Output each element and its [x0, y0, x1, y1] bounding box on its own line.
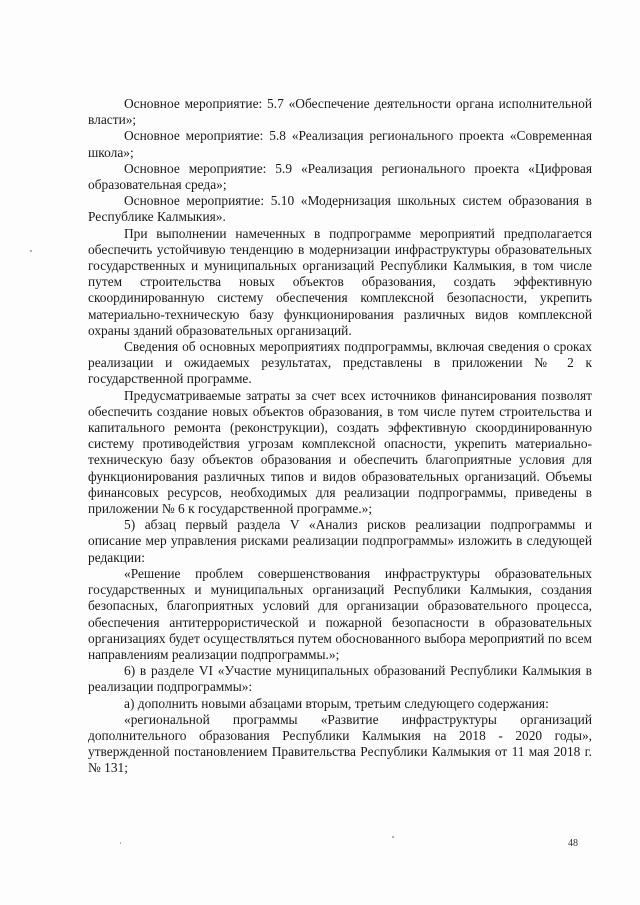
paragraph-event-5-9: Основное мероприятие: 5.9 «Реализация регионального проекта «Цифровая образовательная среда»; — [88, 160, 592, 193]
paragraph-item-5: 5) абзац первый раздела V «Анализ рисков реализации подпрограммы и описание мер управления рисками реализации подпрограммы» изложить в следующей редакции: — [88, 517, 592, 565]
scan-speck — [120, 842, 121, 844]
paragraph-event-5-10: Основное мероприятие: 5.10 «Модернизация школьных систем образования в Республике Калмыкия». — [88, 193, 592, 225]
paragraph-quoted-solution: «Решение проблем совершенствования инфраструктуры образовательных государственных и муниципальных организаций Республики Калмыкия, создания безопасных, благоприятных условий для организации образовательного процесса, обеспечения антитеррористической и пожарной безопасности в образовательных организациях будет осуществляться путем обоснованного выбора мероприятий по всем направлениям реализации подпрограммы.»; — [88, 565, 592, 662]
paragraph-event-5-7: Основное мероприятие: 5.7 «Обеспечение деятельности органа исполнительной власти»; — [88, 96, 592, 128]
document-body — [88, 96, 592, 777]
scan-speck — [392, 836, 394, 838]
scan-speck — [30, 250, 32, 252]
paragraph-item-6: 6) в разделе VI «Участие муниципальных образований Республики Калмыкия в реализации подпрограммы»: — [88, 663, 592, 695]
paragraph-item-6a: а) дополнить новыми абзацами вторым, третьим следующего содержания: — [124, 695, 549, 711]
page-number: 48 — [568, 838, 578, 849]
paragraph-expenses: Предусматриваемые затраты за счет всех источников финансирования позволят обеспечить создание новых объектов образования, в том числе путем строительства и капитального ремонта (реконструкции), создать эффективную скоординированную систему противодействия угрозам комплексной опасности, укрепить материально-техническую базу объектов образования и обеспечить благоприятные условия для функционирования различных типов и видов образовательных организаций. Объемы финансовых ресурсов, необходимых для реализации подпрограммы, приведены в приложении № 6 к государственной программе.»; — [88, 387, 592, 517]
paragraph-info-appendix-2: Сведения об основных мероприятиях подпрограммы, включая сведения о сроках реализации и ожидаемых результатах, представлены в приложении № 2 к государственной программе. — [88, 339, 592, 387]
paragraph-event-5-8: Основное мероприятие: 5.8 «Реализация регионального проекта «Современная школа»; — [88, 128, 592, 160]
paragraph-implementation: При выполнении намеченных в подпрограмме мероприятий предполагается обеспечить устойчивую тенденцию в модернизации инфраструктуры образовательных государственных и муниципальных организаций Республики Калмыкия, в том числе путем строительства новых объектов образования, создать эффективную скоординированную систему обеспечения комплексной безопасности, укрепить материально-техническую базу функционирования различных видов комплексной охраны зданий образовательных организаций. — [88, 225, 592, 338]
paragraph-regional-program: «региональной программы «Развитие инфраструктуры организаций дополнительного образования Республики Калмыкия на 2018 - 2020 годы», утвержденной постановлением Правительства Республики Калмыкия от 11 мая 2018 г. № 131; — [88, 711, 592, 776]
